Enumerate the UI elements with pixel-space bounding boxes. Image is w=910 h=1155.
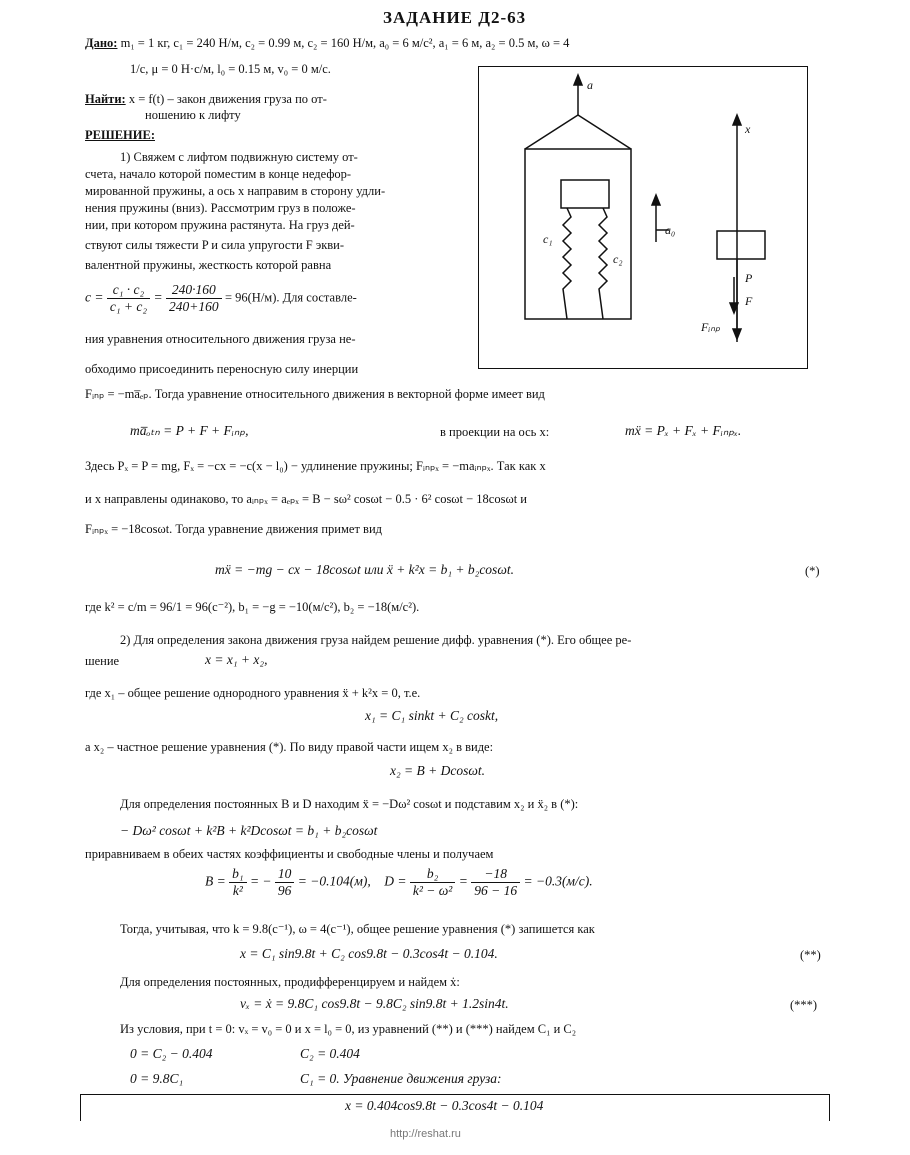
x2-line: а x₂ – частное решение уравнения (*). По виду правой части ищем x₂ в виде:: [85, 740, 494, 754]
label-F: F: [745, 294, 753, 308]
find-line-1: [85, 92, 327, 107]
where-line-2: и x направлены одинаково, то aᵢₙₚₓ = aₑₚₓ = B − sω² cosωt − 0.5 · 6² cosωt − 18cosωt и: [85, 492, 527, 506]
system-right-2: C₁ = 0. Уравнение движения груза:: [300, 1071, 502, 1086]
label-c1: c₁: [543, 232, 553, 246]
para2-line-2: шение: [85, 654, 120, 668]
given-text-1: m₁ = 1 кг, c₁ = 240 Н/м, c₂ = 0.99 м, c₂ = 160 Н/м, a₀ = 6 м/с², a₁ = 6 м, a₂ = 0.5 м, ω = 4: [120, 36, 570, 50]
equate-line: приравниваем в обеих частях коэффициенты и свободные члены и получаем: [85, 847, 494, 861]
find-text-1: x = f(t) – закон движения груза по от-: [128, 92, 327, 106]
label-Fin: Fᵢₙₚ: [701, 320, 721, 334]
equation-motion-number: (*): [805, 564, 820, 578]
elevator-diagram: [479, 67, 809, 370]
equation-final: x = 0.404cos9.8t − 0.3cos4t − 0.104: [345, 1098, 544, 1113]
label-a: a: [587, 78, 593, 92]
given-text-2: 1/с, μ = 0 Н·с/м, l₀ = 0.15 м, v₀ = 0 м/с.: [130, 62, 331, 76]
footer-url: http://reshat.ru: [390, 1128, 461, 1140]
equation-general-number: (**): [800, 948, 821, 962]
label-x: x: [745, 122, 751, 136]
solution-line-5: ствуют силы тяжести P и сила упругости F экви-: [85, 238, 345, 252]
system-left-2: 0 = 9.8C₁: [130, 1071, 184, 1086]
solution-label: РЕШЕНИЕ:: [85, 128, 155, 142]
inertia-line: Fᵢₙₚ = −ma̅ₑₚ. Тогда уравнение относительного движения в векторной форме имеет вид: [85, 387, 545, 401]
equation-x-sum: x = x₁ + x₂,: [205, 652, 268, 667]
equation-vector: ma̅ₒₜₙ = P + F + Fᵢₙₚ,: [130, 423, 249, 438]
label-c2: c₂: [613, 252, 623, 266]
equation-motion: mẍ = −mg − cx − 18cosωt или ẍ + k²x = b₁ + b₂cosωt.: [215, 562, 514, 577]
x1-line: где x₁ – общее решение однородного уравнения ẍ + k²x = 0, т.е.: [85, 686, 421, 700]
equation-substitution: − Dω² cosωt + k²B + k²Dcosωt = b₁ + b₂cosωt: [120, 823, 378, 838]
projection-label: в проекции на ось x:: [440, 425, 550, 439]
k-line: где k² = c/m = 96/1 = 96(c⁻²), b₁ = −g = −10(м/с²), b₂ = −18(м/с²).: [85, 600, 420, 614]
page-title: ЗАДАНИЕ Д2-63: [383, 8, 527, 27]
label-P: P: [745, 271, 753, 285]
equation-projection: mẍ = Pₓ + Fₓ + Fᵢₙₚₓ.: [625, 423, 742, 438]
system-right-1: C₂ = 0.404: [300, 1046, 360, 1061]
system-left-1: 0 = C₂ − 0.404: [130, 1046, 213, 1061]
where-line-1: Здесь Pₓ = P = mg, Fₓ = −cx = −c(x − l₀) − удлинение пружины; Fᵢₙₚₓ = −maᵢₙₚₓ. Так как x: [85, 459, 546, 473]
equation-x1: x₁ = C₁ sinkt + C₂ coskt,: [365, 708, 499, 723]
equation-stiffness: c = $\frac{\text{c₁ · c₂}}{\text{c₁ + c₂}}$ = $\frac{240\cdot 160}{240+160}$ = 96(Н/м). Для составле-: [85, 282, 357, 314]
solution-line-0: 1) Свяжем с лифтом подвижную систему от-: [120, 150, 358, 164]
solution-line-3: нения пружины (вниз). Рассмотрим груз в положе-: [85, 201, 356, 215]
para2-line-1: 2) Для определения закона движения груза найдем решение дифф. уравнения (*). Его общее ре-: [120, 633, 632, 647]
given-label: Дано:: [85, 36, 118, 50]
equation-B-D: B = $\frac{\text{b₁}}{\text{k²}}$ = − $\frac{10}{96}$ = −0.104(м), D = $\frac{\text{b₂}}{\text{k² − ω²}}$ = $\frac{-18}{96 - 16}$ = −0.3(м/с).: [205, 866, 593, 898]
where-line-3: Fᵢₙₚₓ = −18cosωt. Тогда уравнение движения примет вид: [85, 522, 382, 536]
equation-velocity-number: (***): [790, 998, 818, 1012]
velocity-line: Для определения постоянных, продифференцируем и найдем ẋ:: [120, 975, 460, 989]
find-text-2: ношению к лифту: [145, 108, 241, 122]
solution-line-6: валентной пружины, жесткость которой равна: [85, 258, 332, 272]
solution-line-4: нии, при котором пружина растянута. На груз дей-: [85, 218, 355, 232]
equation-general: x = C₁ sin9.8t + C₂ cos9.8t − 0.3cos4t − 0.104.: [240, 946, 498, 961]
solution-line-7: ния уравнения относительного движения груза не-: [85, 332, 356, 346]
equation-x2: x₂ = B + Dcosωt.: [390, 763, 486, 778]
initial-line: Из условия, при t = 0: vₓ = v₀ = 0 и x = l₀ = 0, из уравнений (**) и (***) найдем C₁ и C₂: [120, 1022, 577, 1036]
solution-line-2: мированной пружины, а ось x направим в сторону удли-: [85, 184, 386, 198]
given-line-1: [85, 36, 569, 51]
label-a0: a₀: [665, 223, 676, 237]
constants-line: Для определения постоянных B и D находим ẍ = −Dω² cosωt и подставим x₂ и ẍ₂ в (*):: [120, 797, 579, 811]
general-line: Тогда, учитывая, что k = 9.8(c⁻¹), ω = 4(c⁻¹), общее решение уравнения (*) запишется как: [120, 922, 595, 936]
equation-velocity: vₓ = ẋ = 9.8C₁ cos9.8t − 9.8C₂ sin9.8t + 1.2sin4t.: [240, 996, 509, 1011]
solution-line-1: счета, начало которой поместим в конце недефор-: [85, 167, 352, 181]
solution-line-8: обходимо присоединить переносную силу инерции: [85, 362, 359, 376]
figure-frame: [478, 66, 808, 369]
find-label: Найти:: [85, 92, 126, 106]
